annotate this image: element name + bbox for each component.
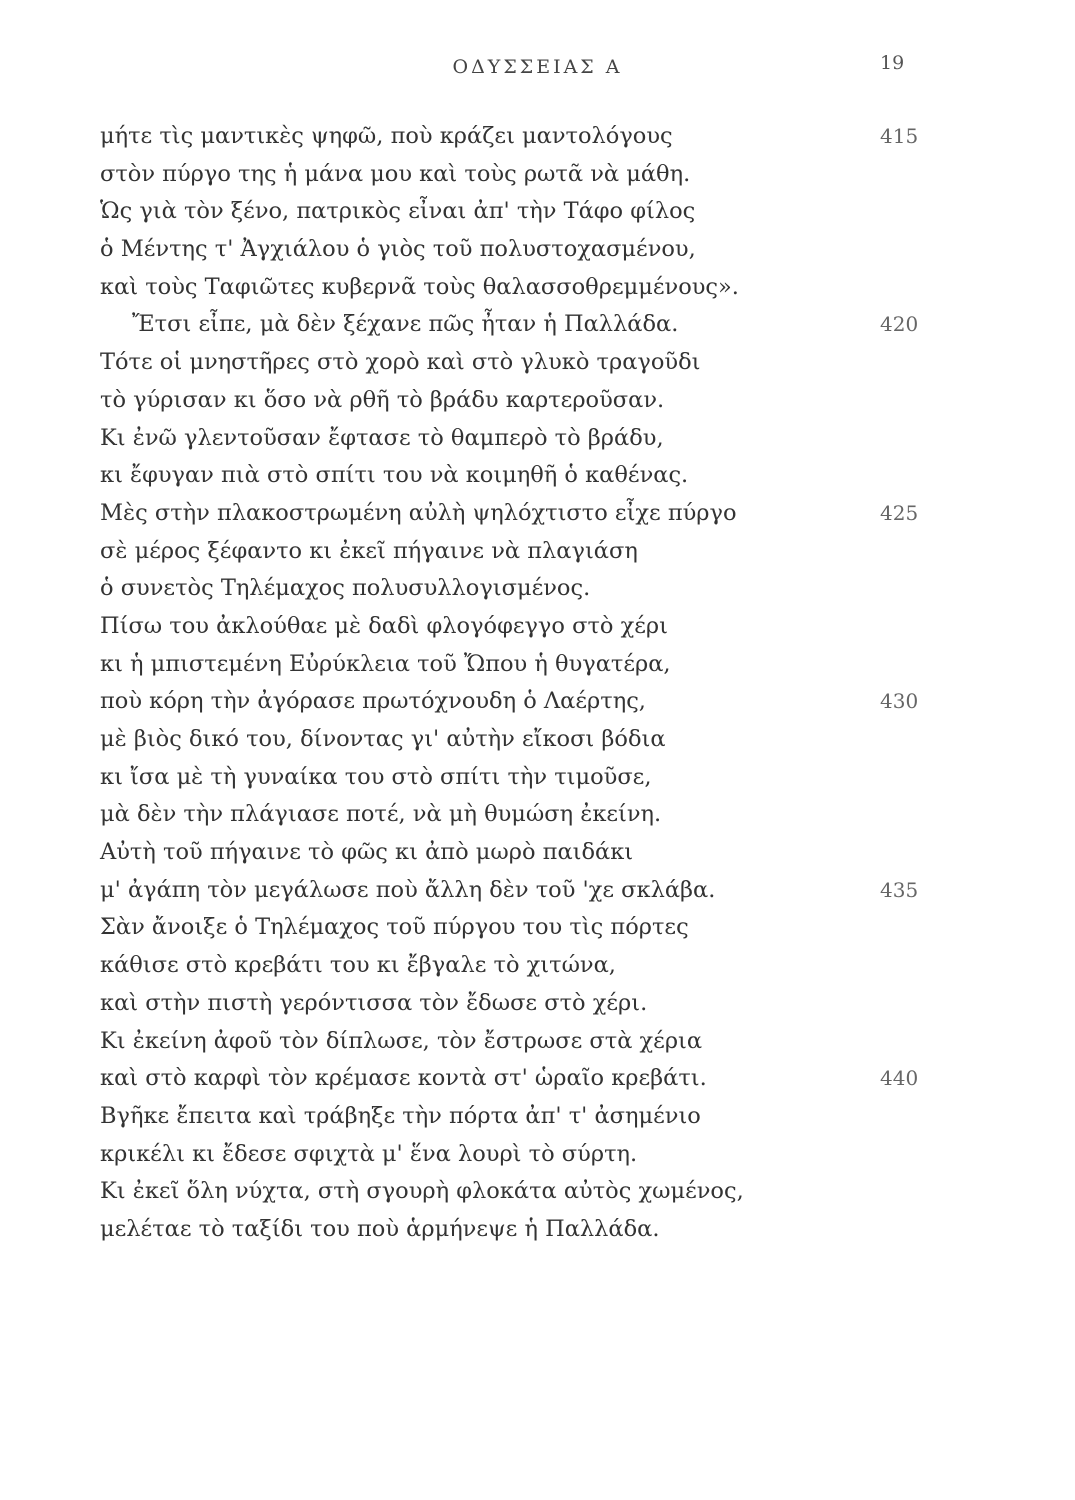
verse-line xyxy=(100,608,860,646)
verse-text: μ' ἀγάπη τὸν μεγάλωσε ποὺ ἄλλη δὲν τοῦ 'χε σκλάβα. xyxy=(100,876,716,903)
verse-line xyxy=(100,382,860,420)
verse-line xyxy=(100,1173,860,1211)
verse-text: κρικέλι κι ἔδεσε σφιχτὰ μ' ἕνα λουρὶ τὸ σύρτη. xyxy=(100,1140,638,1167)
verse-line xyxy=(100,1060,919,1098)
line-number: 420 xyxy=(880,312,919,337)
verse-line xyxy=(100,570,860,608)
line-number: 435 xyxy=(880,877,919,902)
running-title: ΟΔΥΣΣΕΙΑΣ Α xyxy=(452,56,623,78)
verse-text: Ἔτσι εἶπε, μὰ δὲν ξέχανε πῶς ἦταν ἡ Παλλάδα. xyxy=(132,311,679,338)
verse-line xyxy=(100,193,860,231)
verse-text: τὸ γύρισαν κι ὅσο νὰ ρθῆ τὸ βράδυ καρτεροῦσαν. xyxy=(100,386,665,413)
verse-line xyxy=(100,834,860,872)
verse-text: κι ἡ μπιστεμένη Εὐρύκλεια τοῦ Ὤπου ἡ θυγατέρα, xyxy=(100,650,671,677)
verse-line xyxy=(100,156,860,194)
verse-line xyxy=(100,759,860,797)
verse-line xyxy=(100,118,919,156)
verse-text: ποὺ κόρη τὴν ἀγόρασε πρωτόχνουδη ὁ Λαέρτης, xyxy=(100,688,646,715)
line-number: 415 xyxy=(880,124,919,148)
verse-text: ὁ Μέντης τ' Ἀγχιάλου ὁ γιὸς τοῦ πολυστοχασμένου, xyxy=(100,236,696,263)
line-number: 440 xyxy=(880,1066,919,1091)
verse-text: Κι ἐκεῖ ὅλη νύχτα, στὴ σγουρὴ φλοκάτα αὐτὸς χωμένος, xyxy=(100,1178,744,1205)
verse-text: καὶ στὸ καρφὶ τὸν κρέμασε κοντὰ στ' ὡραῖο κρεβάτι. xyxy=(100,1065,707,1092)
verse-text: σὲ μέρος ξέφαντο κι ἐκεῖ πήγαινε νὰ πλαγιάση xyxy=(100,537,638,564)
verse-line xyxy=(100,683,919,721)
verse-text: κι ἔφυγαν πιὰ στὸ σπίτι του νὰ κοιμηθῆ ὁ καθένας. xyxy=(100,462,689,489)
verse-line xyxy=(100,872,919,910)
verse-line xyxy=(100,1023,860,1061)
verse-line xyxy=(100,457,860,495)
verse-text: Αὐτὴ τοῦ πήγαινε τὸ φῶς κι ἀπὸ μωρὸ παιδάκι xyxy=(100,839,634,866)
verse-text: καὶ τοὺς Ταφιῶτες κυβερνᾶ τοὺς θαλασσοθρεμμένους». xyxy=(100,273,739,300)
line-number: 430 xyxy=(880,689,919,714)
verse-block xyxy=(100,118,919,1249)
verse-line xyxy=(100,796,860,834)
verse-line xyxy=(100,985,860,1023)
verse-line xyxy=(100,269,860,307)
verse-text: Σὰν ἄνοιξε ὁ Τηλέμαχος τοῦ πύργου του τὶς πόρτες xyxy=(100,914,689,941)
verse-line xyxy=(100,909,860,947)
verse-text: κι ἴσα μὲ τὴ γυναίκα του στὸ σπίτι τὴν τιμοῦσε, xyxy=(100,763,652,790)
verse-line xyxy=(100,495,919,533)
verse-line xyxy=(100,1098,860,1136)
verse-text: Μὲς στὴν πλακοστρωμένη αὐλὴ ψηλόχτιστο εἶχε πύργο xyxy=(100,499,737,526)
verse-line xyxy=(100,1211,860,1249)
verse-line xyxy=(100,533,860,571)
verse-text: ὁ συνετὸς Τηλέμαχος πολυσυλλογισμένος. xyxy=(100,575,591,602)
verse-text: καὶ στὴν πιστὴ γερόντισσα τὸν ἔδωσε στὸ χέρι. xyxy=(100,989,648,1016)
verse-line xyxy=(100,420,860,458)
verse-text: Κι ἐκείνη ἀφοῦ τὸν δίπλωσε, τὸν ἔστρωσε στὰ χέρια xyxy=(100,1027,703,1054)
verse-text: Τότε οἱ μνηστῆρες στὸ χορὸ καὶ στὸ γλυκὸ τραγοῦδι xyxy=(100,349,701,376)
verse-text: μὰ δὲν τὴν πλάγιασε ποτέ, νὰ μὴ θυμώση ἐκείνη. xyxy=(100,801,662,828)
verse-line xyxy=(100,344,860,382)
verse-text: στὸν πύργο της ἡ μάνα μου καὶ τοὺς ρωτᾶ νὰ μάθη. xyxy=(100,160,691,187)
verse-text: κάθισε στὸ κρεβάτι του κι ἔβγαλε τὸ χιτώνα, xyxy=(100,952,616,979)
verse-text: Κι ἐνῶ γλεντοῦσαν ἔφτασε τὸ θαμπερὸ τὸ βράδυ, xyxy=(100,424,664,451)
page-number: 19 xyxy=(880,52,905,74)
verse-text: Βγῆκε ἔπειτα καὶ τράβηξε τὴν πόρτα ἀπ' τ' ἀσημένιο xyxy=(100,1102,701,1129)
line-number: 425 xyxy=(880,500,919,525)
verse-line xyxy=(100,231,860,269)
verse-text: μελέταε τὸ ταξίδι του ποὺ ἁρμήνεψε ἡ Παλλάδα. xyxy=(100,1215,660,1242)
verse-line xyxy=(100,306,919,344)
verse-line xyxy=(100,646,860,684)
verse-line xyxy=(100,721,860,759)
verse-text: μὲ βιὸς δικό του, δίνοντας γι' αὐτὴν εἴκοσι βόδια xyxy=(100,726,666,752)
verse-text: Πίσω του ἀκλούθαε μὲ δαδὶ φλογόφεγγο στὸ χέρι xyxy=(100,612,668,639)
verse-text: μήτε τὶς μαντικὲς ψηφῶ, ποὺ κράζει μαντολόγους xyxy=(100,123,673,149)
verse-line xyxy=(100,947,860,985)
verse-text: Ὡς γιὰ τὸν ξένο, πατρικὸς εἶναι ἀπ' τὴν Τάφο φίλος xyxy=(100,198,696,225)
verse-line xyxy=(100,1136,860,1174)
